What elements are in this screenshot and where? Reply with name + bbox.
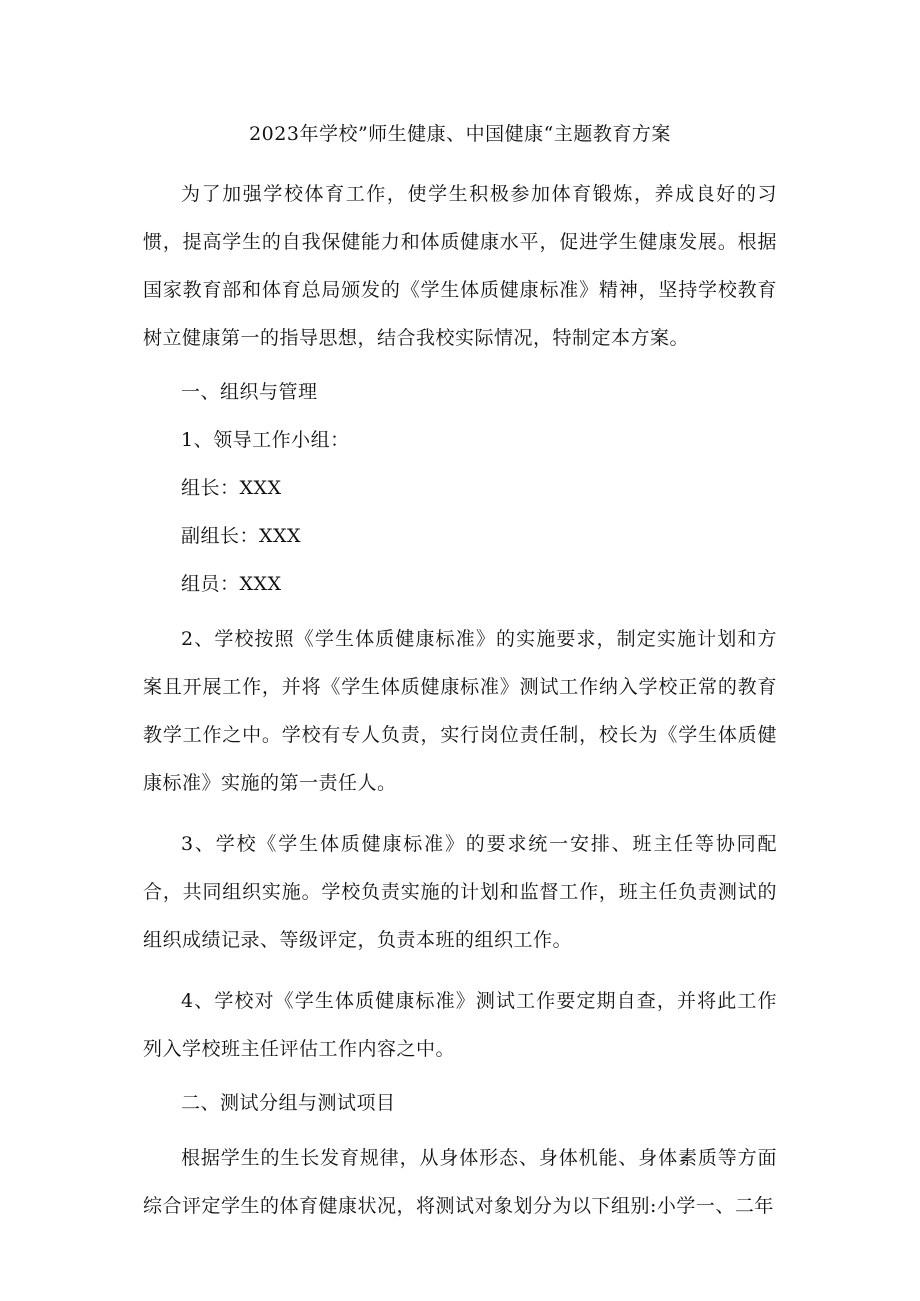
section-2-paragraph: 根据学生的生长发育规律，从身体形态、身体机能、身体素质等方面综合评定学生的体育健康状况，将测试对象划分为以下组别:小学一、二年 xyxy=(143,1147,777,1217)
intro-paragraph: 为了加强学校体育工作，使学生积极参加体育锻炼，养成良好的习惯，提高学生的自我保健能力和体质健康水平，促进学生健康发展。根据国家教育部和体育总局颁发的《学生体质健康标准》精神，坚持学校教育树立健康第一的指导思想，结合我校实际情况，特制定本方案。 xyxy=(143,183,777,349)
item-3-paragraph: 3、学校《学生体质健康标准》的要求统一安排、班主任等协同配合，共同组织实施。学校负责实施的计划和监督工作，班主任负责测试的组织成绩记录、等级评定，负责本班的组织工作。 xyxy=(143,833,777,951)
leader-line: 组长：XXX xyxy=(181,477,282,499)
section-heading-organization: 一、组织与管理 xyxy=(181,381,318,403)
document-title: 2023年学校”师生健康、中国健康“主题教育方案 xyxy=(249,123,671,145)
item-2-paragraph: 2、学校按照《学生体质健康标准》的实施要求，制定实施计划和方案且开展工作，并将《学生体质健康标准》测试工作纳入学校正常的教育教学工作之中。学校有专人负责，实行岗位责任制，校长为《学生体质健康标准》实施的第一责任人。 xyxy=(143,628,777,794)
item-4-paragraph: 4、学校对《学生体质健康标准》测试工作要定期自查，并将此工作列入学校班主任评估工作内容之中。 xyxy=(143,990,777,1060)
item-heading-leadership-group: 1、领导工作小组： xyxy=(181,429,350,451)
deputy-leader-line: 副组长：XXX xyxy=(181,525,302,547)
section-heading-testing: 二、测试分组与测试项目 xyxy=(181,1092,396,1114)
document-body xyxy=(143,170,777,1230)
members-line: 组员：XXX xyxy=(181,573,282,595)
